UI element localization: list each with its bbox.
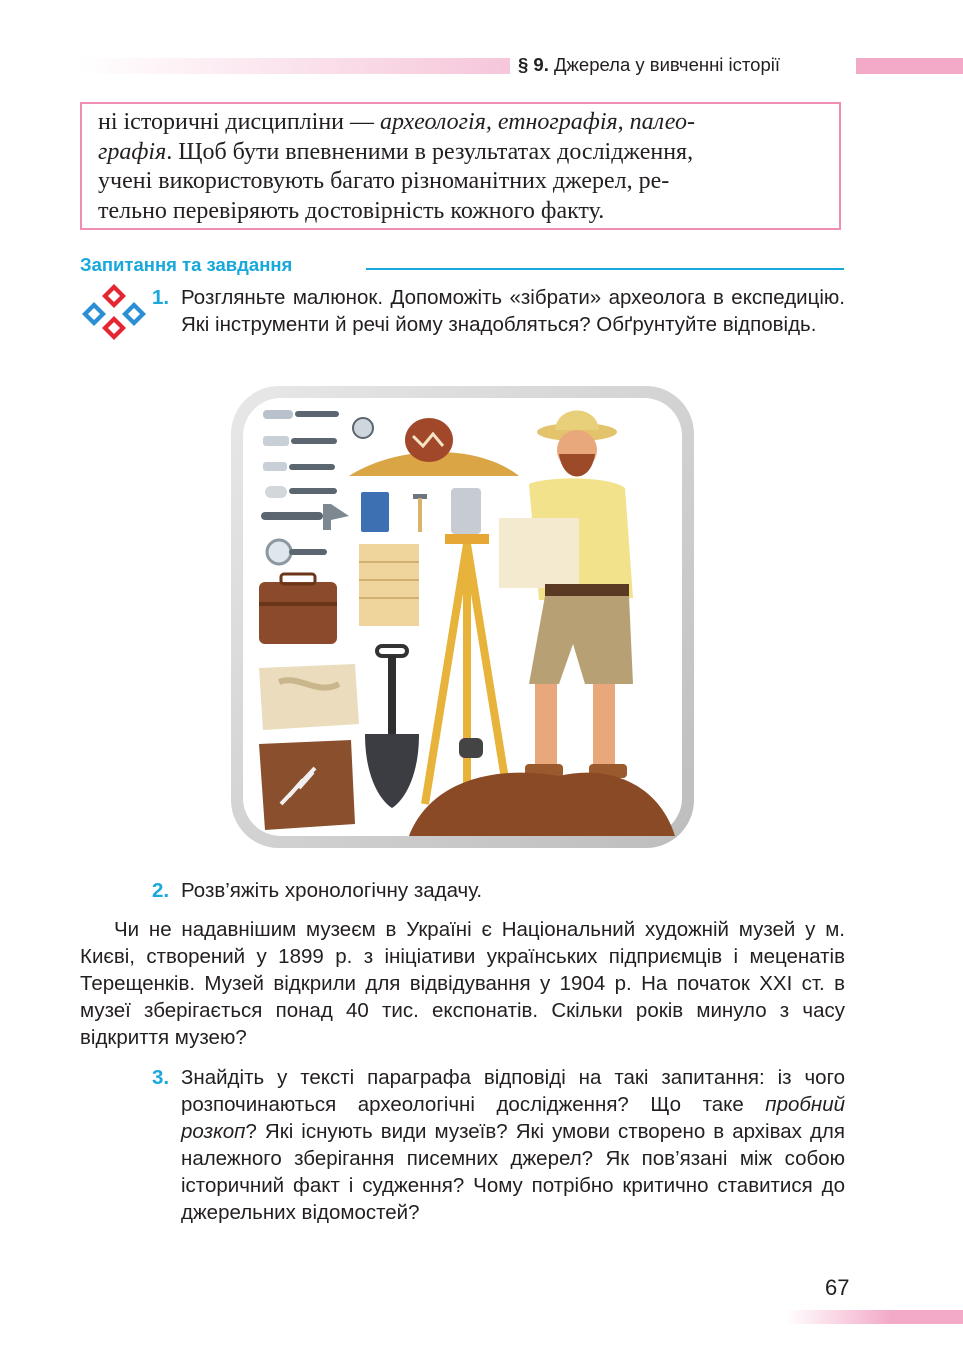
- header-band-left: [80, 58, 510, 74]
- chronology-task: Чи не надавнішим музеєм в Україні є Національний художній музей у м. Києві, створений у 1899 р. з ініціативи українських підприємців і меценатів Терещенків. Музей відкрили для відвідування у 1904 р. На початок XXI ст. в музеї зберігається понад 40 тис. експонатів. Скільки років минуло з часу відкриття музею?: [80, 918, 845, 1049]
- footer-band: [786, 1310, 963, 1324]
- box-line-1a: ні історичні дисципліни —: [98, 109, 380, 135]
- section-rule: [366, 268, 844, 270]
- diamond-tasks-icon: [78, 282, 150, 342]
- box-line-2b: . Щоб бути впевненими в результатах дослідження,: [166, 138, 694, 165]
- question-2: [152, 877, 845, 904]
- question-2-number: 2.: [152, 879, 170, 902]
- compass-icon: [353, 418, 373, 438]
- tape-measure-icon: [459, 738, 483, 758]
- question-1-text: Розгляньте малюнок. Допоможіть «зібрати» археолога в експедицію. Які інструменти й речі йому знадобляться? Обґрунтуйте відповідь.: [181, 286, 845, 336]
- question-1-number: 1.: [152, 286, 170, 309]
- section-title: Запитання та завдання: [80, 254, 293, 275]
- question-2-text: Розв’яжіть хронологічну задачу.: [181, 879, 483, 902]
- question-3: [152, 1064, 845, 1226]
- question-1: [152, 284, 845, 338]
- question-3-number: 3.: [152, 1066, 170, 1089]
- page-number: 67: [825, 1275, 850, 1300]
- question-3-text: [181, 1064, 845, 1226]
- briefcase-icon: [259, 574, 337, 644]
- chapter-title: Джерела у вивченні історії: [554, 54, 780, 75]
- map-icon: [259, 664, 359, 730]
- question-3-text-a: Знайдіть у тексті параграфа відповіді на такі запитання: із чого розпочинаються археологічні дослідження? Що таке: [181, 1066, 845, 1116]
- header-band-right: [856, 58, 963, 74]
- archaeologist-illustration: [229, 384, 696, 850]
- notebook-icon: [361, 492, 389, 532]
- tool-shelf-icon: [359, 544, 419, 626]
- box-line-3: учені використовують багато різноманітних джерел, ре-: [98, 168, 670, 194]
- paragraph-number: § 9.: [518, 54, 549, 75]
- fossil-icon: [259, 740, 355, 830]
- question-3-italic: пробний розкоп: [181, 1093, 845, 1143]
- question-3-text-b: ? Які існують види музеїв? Які умови створено в архівах для належного зберігання писемних джерел? Як пов’язані між собою історичний факт і судження? Чому потрібно критично ставитися до джерельних відомостей?: [181, 1120, 845, 1224]
- box-line-2-italic: графія: [98, 138, 167, 165]
- text-box-content: [98, 108, 828, 226]
- box-line-1-italic: археологія, етнографія, палео-: [380, 109, 696, 135]
- running-header: [518, 54, 780, 76]
- box-line-4: тельно перевіряють достовірність кожного факту.: [98, 197, 605, 224]
